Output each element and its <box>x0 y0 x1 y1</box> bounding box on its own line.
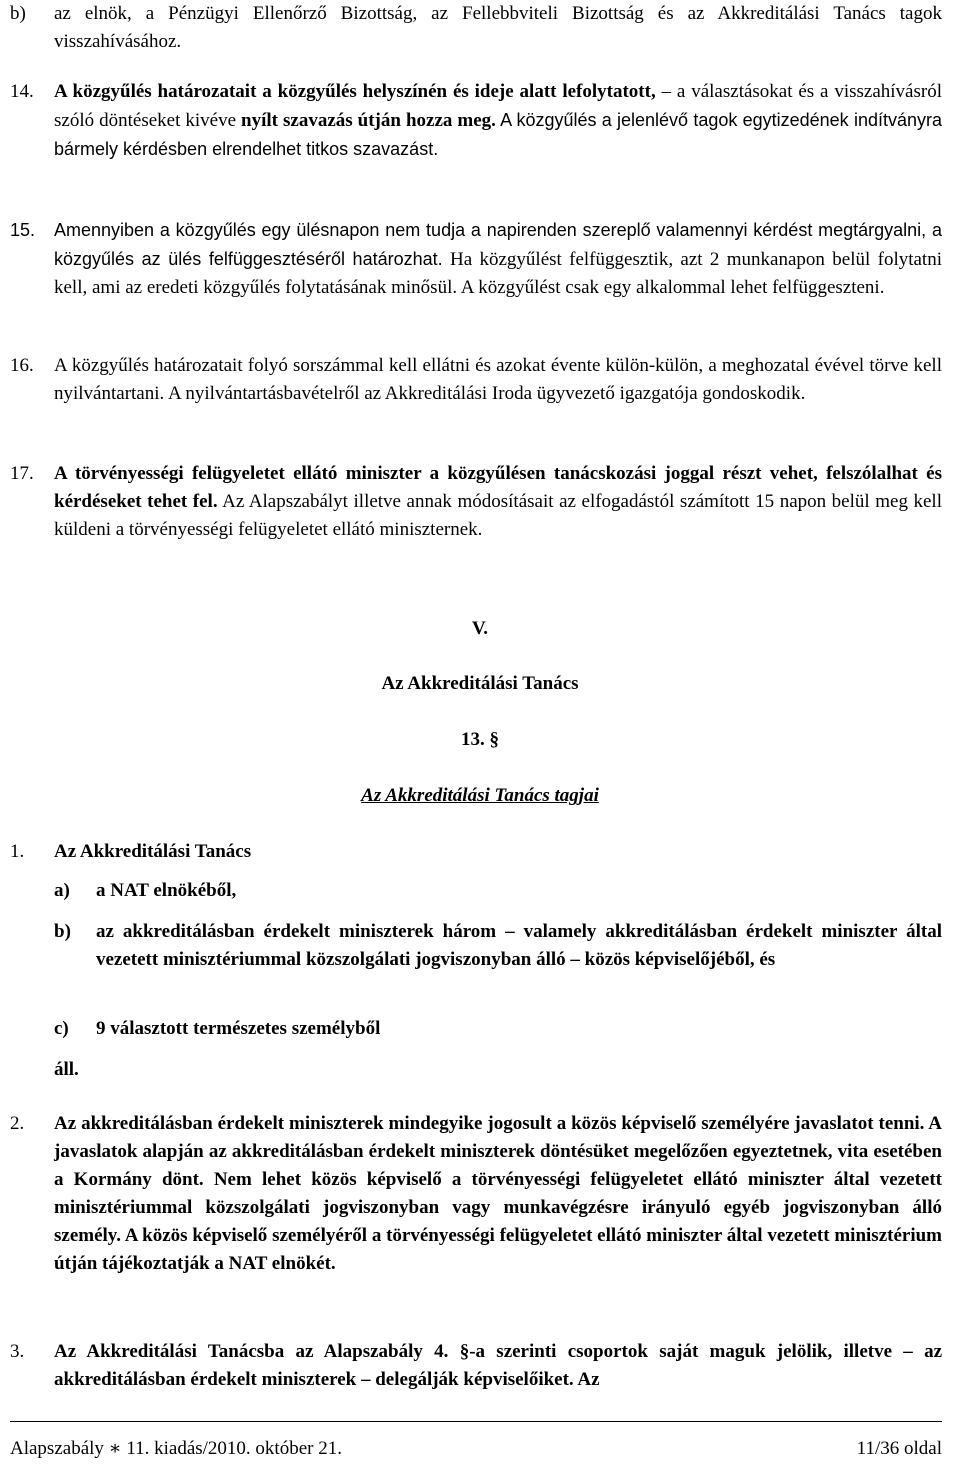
list-text: az elnök, a Pénzügyi Ellenőrző Bizottság, az Fellebbviteli Bizottság és az Akkreditálási Tanács tagok visszahívásához. <box>54 3 942 52</box>
sub-item-b-text: az akkreditálásban érdekelt miniszterek három – valamely akkreditálásban érdekelt miniszter által vezetett minisztériummal közszolgálati jogviszonyban álló – közös képviselőjéből, és <box>96 921 942 970</box>
text-sans: Amennyiben a közgyűlés egy ülésnapon nem tudja a napirenden szereplő valamennyi kérdést megtárgyalni, a közgyűlés az ülés felfüggesztéséről határozhat. <box>54 220 942 269</box>
list-label: b) <box>10 3 26 24</box>
paragraph-17 <box>10 460 942 544</box>
item-text: Az akkreditálásban érdekelt miniszterek mindegyike jogosult a közös képviselő személyére javaslatot tenni. A javaslatok alapján az akkreditálásban érdekelt miniszterek döntésüket megelőzően egyeztetnek, vita esetében a Kormány dönt. Nem lehet közös képviselő a törvényességi felügyeletet ellátó miniszter által vezetett minisztériummal közszolgálati jogviszonyban vagy munkavégzésre irányuló egyéb jogviszonyban álló személy. A közös képviselő személyéről a törvényességi felügyeletet ellátó miniszter által vezetett minisztérium útján tájékoztatják a NAT elnökét. <box>54 1113 942 1274</box>
item-number: 1. <box>10 841 25 862</box>
footer-page-number: 11/36 oldal <box>856 1438 942 1459</box>
article-item-1 <box>10 838 942 866</box>
sub-item-c-text: 9 választott természetes személyből <box>96 1018 381 1039</box>
text-normal: – a választásokat és a visszahívásról szóló döntéseket kivéve <box>54 81 942 131</box>
article-title: Az Akkreditálási Tanács tagjai <box>361 785 599 806</box>
article-item-3 <box>10 1338 942 1394</box>
sub-item-b <box>54 918 71 946</box>
paragraph-number: 15. <box>10 220 36 240</box>
item-1-tail: áll. <box>54 1059 79 1080</box>
paragraph-body <box>54 78 942 164</box>
sub-item-label: a) <box>54 880 70 901</box>
paragraph-number: 17. <box>10 463 34 484</box>
item-number: 2. <box>10 1113 25 1134</box>
paragraph-number: 14. <box>10 81 34 102</box>
item-text: Az Akkreditálási Tanács <box>54 841 252 862</box>
text-normal: Az Alapszabályt illetve annak módosításait az elfogadástól számított 15 napon belül meg kell küldeni a törvényességi felügyeletet ellátó miniszternek. <box>54 491 942 540</box>
paragraph-14 <box>10 78 942 164</box>
sub-item-label: b) <box>54 921 71 942</box>
paragraph-15 <box>10 216 942 302</box>
text-normal: Ha közgyűlést felfüggesztik, azt 2 munkanapon belül folytatni kell, ami az eredeti közgyűlés folytatásának minősül. A közgyűlést csak egy alkalommal lehet felfüggeszteni. <box>54 249 942 298</box>
paragraph-number: 16. <box>10 355 34 376</box>
section-number: V. <box>471 618 489 639</box>
paragraph-body <box>54 216 942 302</box>
list-item-b-top <box>10 0 942 56</box>
paragraph-body: A közgyűlés határozatait folyó sorszámmal kell ellátni és azokat évente külön-külön, a meghozatal évével törve kell nyilvántartani. A nyilvántartásbavételről az Akkreditálási Iroda ügyvezető igazgatója gondoskodik. <box>54 355 942 404</box>
item-number: 3. <box>10 1341 25 1362</box>
sub-item-a-text: a NAT elnökéből, <box>96 880 237 901</box>
text-bold: A közgyűlés határozatait a közgyűlés helyszínén és ideje alatt lefolytatott, <box>54 81 656 102</box>
item-text: Az Akkreditálási Tanácsba az Alapszabály 4. §-a szerinti csoportok saját maguk jelölik, illetve – az akkreditálásban érdekelt miniszterek – delegálják képviselőiket. Az <box>54 1341 942 1390</box>
text-bold: nyílt szavazás útján hozza meg. <box>241 110 496 131</box>
text-sans: A közgyűlés a jelenlévő tagok egytizedének indítványra bármely kérdésben elrendelhet titkos szavazást. <box>54 110 942 159</box>
article-item-2 <box>10 1110 942 1278</box>
paragraph-body <box>54 460 942 544</box>
footer-divider <box>10 1421 942 1422</box>
sub-item-a <box>54 877 70 905</box>
sub-item-c <box>54 1015 69 1043</box>
section-title: Az Akkreditálási Tanács <box>381 673 579 694</box>
footer-left: Alapszabály ∗ 11. kiadás/2010. október 21. <box>10 1438 342 1459</box>
sub-item-label: c) <box>54 1018 69 1039</box>
text-bold: A törvényességi felügyeletet ellátó miniszter a közgyűlésen tanácskozási joggal részt vehet, felszólalhat és kérdéseket tehet fel. <box>54 463 942 512</box>
paragraph-16 <box>10 352 942 408</box>
article-number: 13. § <box>461 729 499 750</box>
